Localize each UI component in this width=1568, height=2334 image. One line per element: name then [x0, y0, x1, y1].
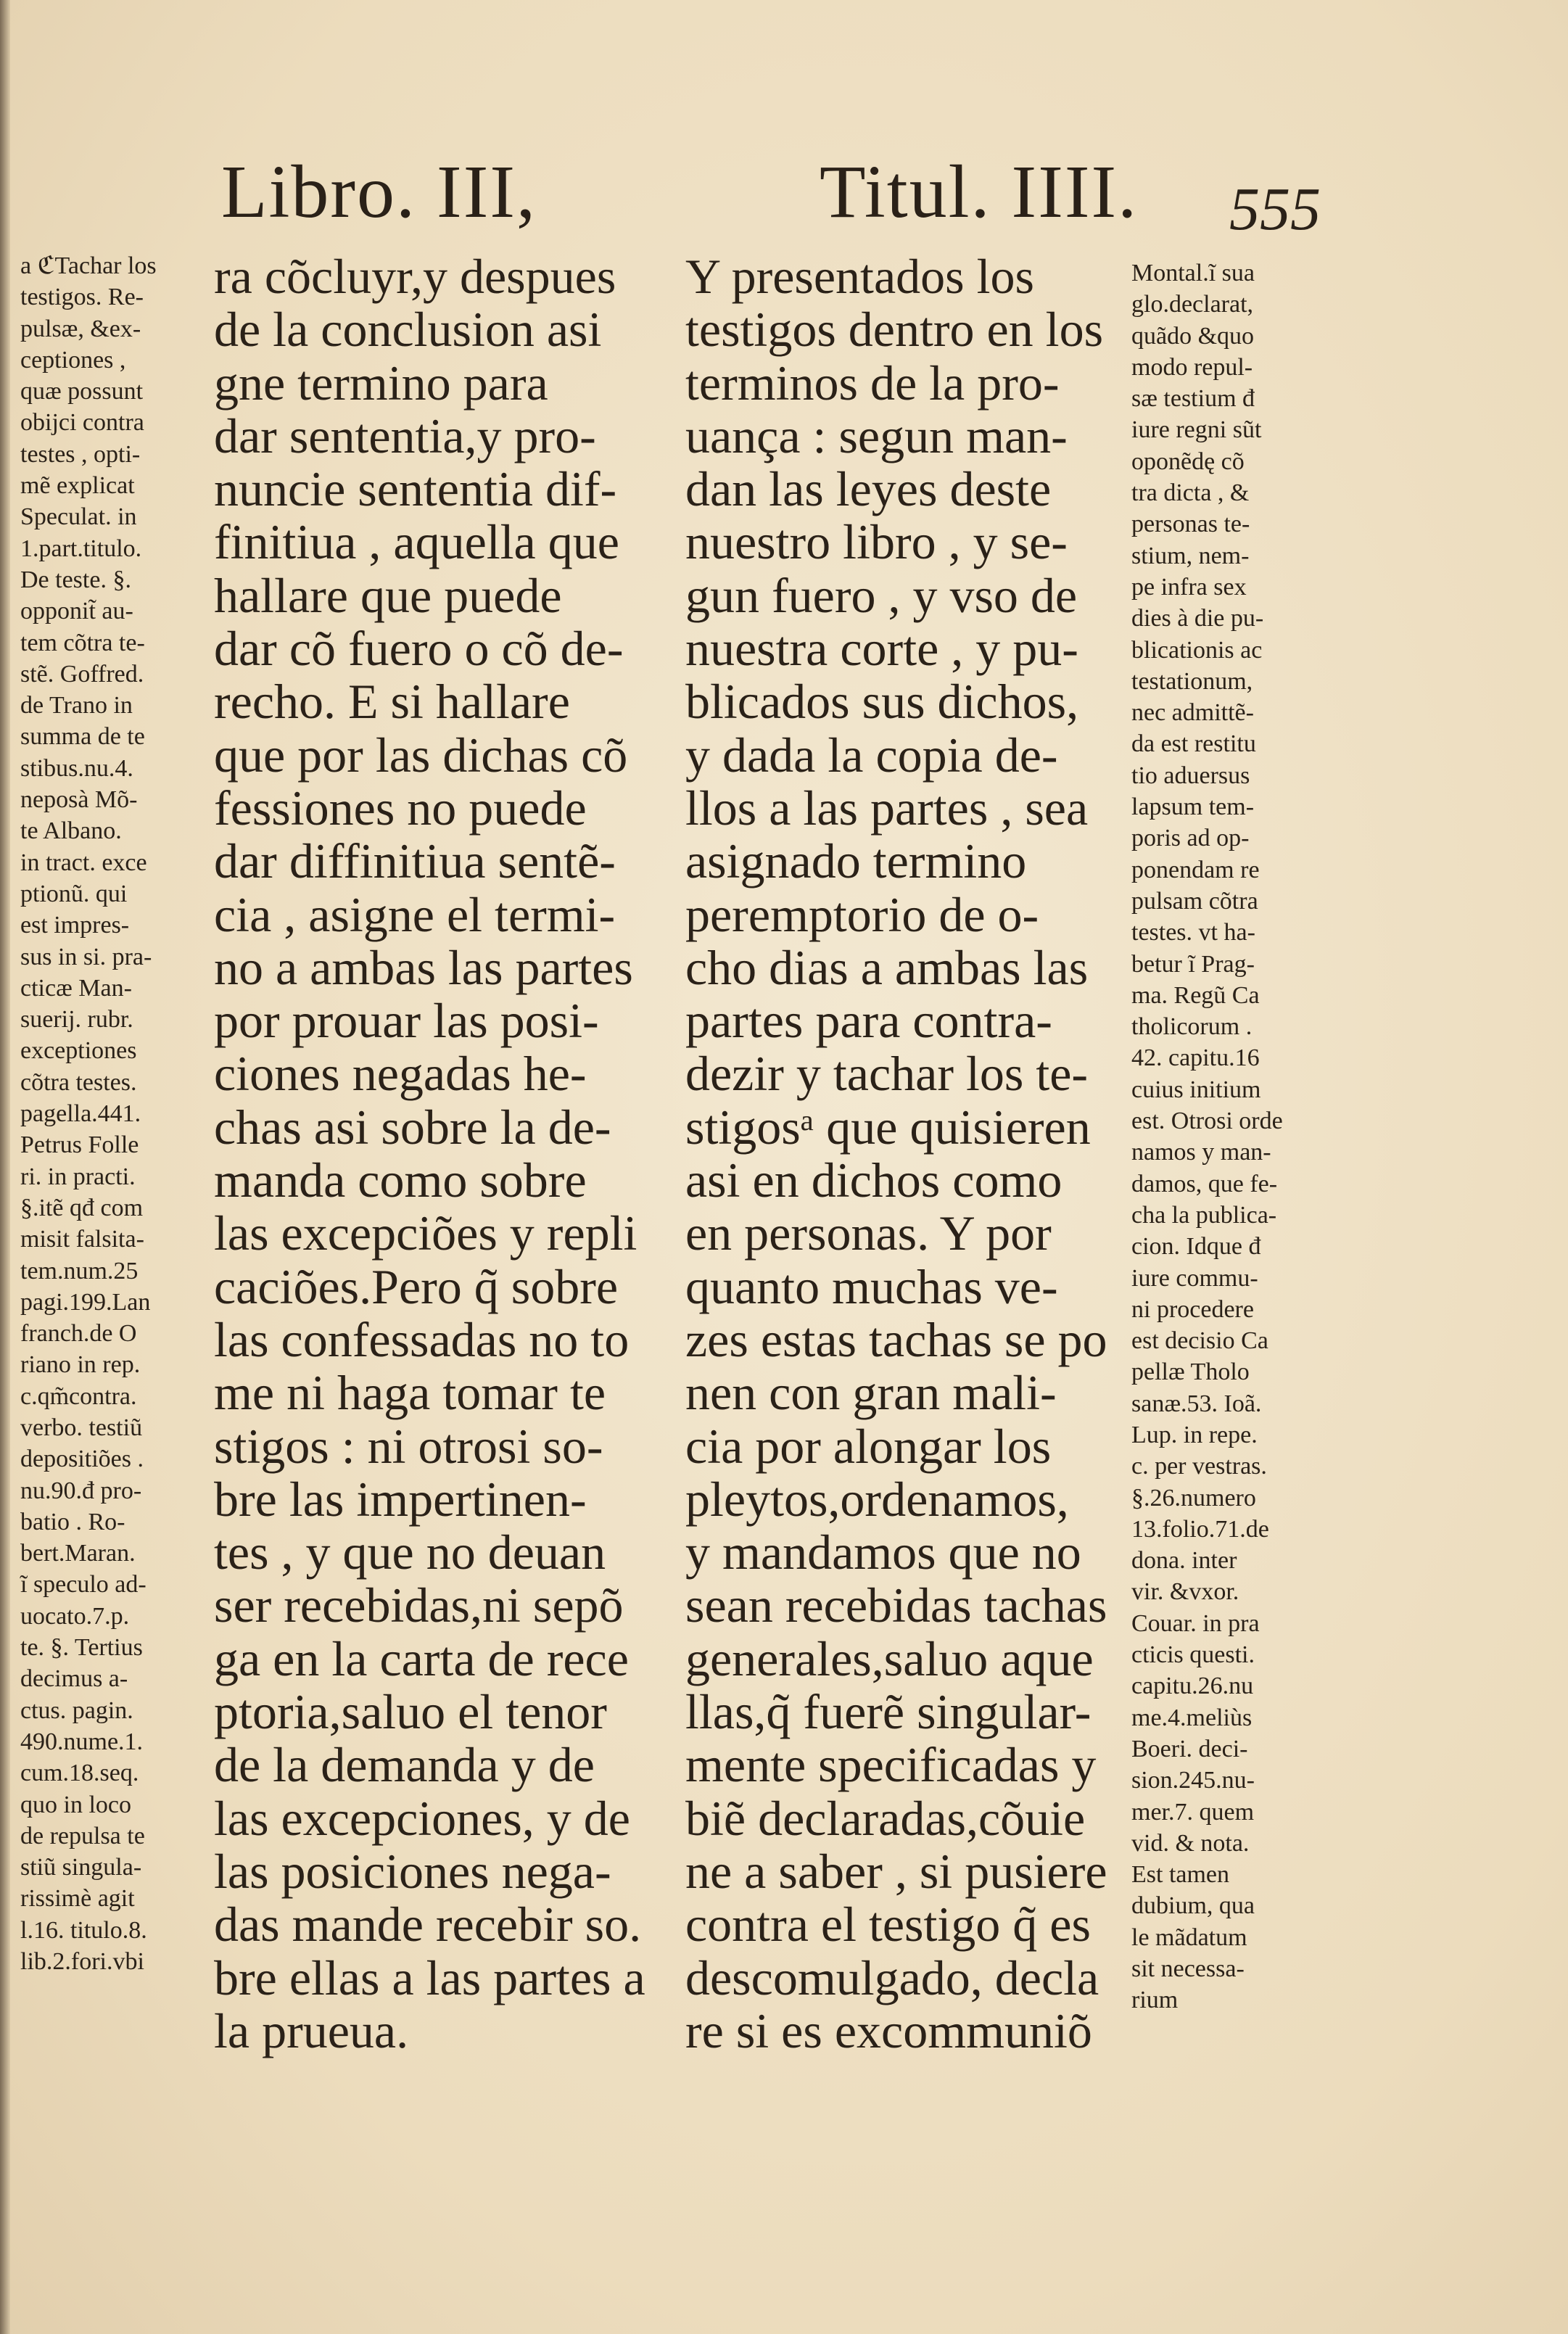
- margin-note-line: opponit̃ au-: [20, 598, 133, 625]
- margin-note-line: Est tamen: [1131, 1861, 1230, 1889]
- text-line: la prueua.: [214, 2003, 409, 2058]
- text-line: biẽ declaradas,cõuie: [685, 1790, 1086, 1846]
- margin-note-line: dies à die pu-: [1131, 605, 1264, 632]
- margin-note-line: ĩ speculo ad-: [20, 1571, 147, 1599]
- margin-note-line: glo.declarat,: [1131, 291, 1254, 318]
- margin-note-line: 1.part.titulo.: [20, 535, 142, 562]
- text-line: no a ambas las partes: [214, 939, 633, 995]
- margin-note-line: nu.90.đ pro-: [20, 1477, 142, 1504]
- margin-note-line: franch.de O: [20, 1320, 137, 1348]
- margin-note-line: cion. Idque đ: [1131, 1233, 1261, 1261]
- margin-note-line: batio . Ro-: [20, 1508, 125, 1535]
- margin-note-line: De teste. §.: [20, 566, 131, 593]
- margin-note-line: capitu.26.nu: [1131, 1673, 1254, 1700]
- margin-note-line: betur ĩ Prag-: [1131, 950, 1255, 978]
- margin-note-line: pe infra sex: [1131, 573, 1247, 601]
- margin-note-line: lib.2.fori.vbi: [20, 1948, 144, 1976]
- margin-note-line: de repulsa te: [20, 1822, 145, 1850]
- text-line: cho dias a ambas las: [685, 939, 1089, 995]
- text-line: mente specificadas y: [685, 1737, 1097, 1793]
- margin-note-line: cõtra testes.: [20, 1068, 137, 1096]
- margin-note-line: tra dicta , &: [1131, 479, 1250, 507]
- margin-note-line: tem.num.25: [20, 1257, 139, 1284]
- margin-note-line: 42. capitu.16: [1131, 1044, 1260, 1072]
- margin-note-line: personas te-: [1131, 511, 1250, 538]
- margin-note-line: sanæ.53. Ioã.: [1131, 1390, 1262, 1417]
- text-line: de la demanda y de: [214, 1737, 595, 1793]
- text-line: contra el testigo q̃ es: [685, 1897, 1091, 1952]
- text-line: y mandamos que no: [685, 1525, 1081, 1580]
- text-line: asi en dichos como: [685, 1152, 1062, 1208]
- margin-note-line: ptionũ. qui: [20, 880, 128, 907]
- page-number: 555: [1229, 176, 1321, 243]
- text-line: bre las impertinen-: [214, 1471, 587, 1527]
- margin-note-line: pellæ Tholo: [1131, 1358, 1250, 1386]
- margin-note-line: 13.folio.71.de: [1131, 1515, 1269, 1543]
- margin-note-line: cum.18.seq.: [20, 1760, 139, 1787]
- text-line: ser recebidas,ni sepõ: [214, 1578, 624, 1633]
- margin-note-line: stẽ. Goffred.: [20, 660, 144, 688]
- margin-note-line: lapsum tem-: [1131, 793, 1255, 821]
- text-line: nen con gran mali-: [685, 1365, 1057, 1421]
- margin-note-line: stium, nem-: [1131, 542, 1250, 569]
- margin-note-line: rium: [1131, 1987, 1179, 2014]
- text-line: pleytos,ordenamos,: [685, 1471, 1069, 1527]
- text-line: las confessadas no to: [214, 1311, 630, 1367]
- margin-note-line: vid. & nota.: [1131, 1829, 1250, 1857]
- text-line: ga en la carta de rece: [214, 1630, 629, 1686]
- text-line: re si es excommuniõ: [685, 2003, 1092, 2058]
- text-line: descomulgado, decla: [685, 1950, 1099, 2005]
- margin-note-line: summa de te: [20, 723, 145, 751]
- text-line: las excepciões y repli: [214, 1205, 637, 1261]
- margin-note-line: tio aduersus: [1131, 762, 1250, 789]
- text-line: nuestra corte , y pu-: [685, 621, 1078, 677]
- text-line: fessiones no puede: [214, 780, 587, 836]
- margin-note-line: cuius initium: [1131, 1076, 1261, 1103]
- margin-note-line: ceptiones ,: [20, 346, 126, 374]
- text-line: en personas. Y por: [685, 1205, 1052, 1261]
- margin-note-line: rissimè agit: [20, 1885, 135, 1913]
- margin-note-line: dona. inter: [1131, 1547, 1237, 1575]
- text-line: de la conclusion asi: [214, 302, 602, 358]
- text-line: que por las dichas cõ: [214, 727, 628, 783]
- margin-note-line: sit necessa-: [1131, 1955, 1245, 1983]
- margin-note-line: a ℭTachar los: [20, 252, 157, 279]
- margin-note-line: mer.7. quem: [1131, 1798, 1255, 1826]
- margin-note-line: tem cõtra te-: [20, 629, 145, 656]
- margin-note-line: pulsæ, &ex-: [20, 315, 141, 342]
- text-line: sean recebidas tachas: [685, 1578, 1107, 1633]
- text-line: asignado termino: [685, 833, 1027, 889]
- margin-note-line: suerij. rubr.: [20, 1006, 133, 1034]
- margin-note-line: Petrus Folle: [20, 1131, 139, 1159]
- left-margin-notes: [20, 250, 216, 1977]
- text-line: nuestro libro , y se-: [685, 514, 1068, 570]
- text-line: las excepciones, y de: [214, 1790, 630, 1846]
- right-margin-notes: [1131, 257, 1313, 2016]
- margin-note-line: ponendam re: [1131, 856, 1260, 883]
- margin-note-line: in tract. exce: [20, 849, 147, 876]
- margin-note-line: iure commu-: [1131, 1264, 1258, 1292]
- text-line: das mande recebir so.: [214, 1897, 642, 1952]
- margin-note-line: sæ testium đ: [1131, 385, 1255, 413]
- margin-note-line: ri. in practi.: [20, 1163, 136, 1190]
- margin-note-line: namos y man-: [1131, 1139, 1271, 1166]
- text-line: las posiciones nega-: [214, 1843, 611, 1899]
- margin-note-line: est decisio Ca: [1131, 1327, 1268, 1355]
- margin-note-line: c.qm̃contra.: [20, 1382, 137, 1410]
- margin-note-line: testationum,: [1131, 667, 1253, 695]
- margin-note-line: de Trano in: [20, 692, 133, 719]
- margin-note-line: decimus a-: [20, 1665, 128, 1693]
- margin-note-line: cha la publica-: [1131, 1201, 1277, 1229]
- margin-note-line: testes , opti-: [20, 440, 141, 468]
- margin-note-line: pagi.199.Lan: [20, 1288, 151, 1316]
- margin-note-line: est impres-: [20, 912, 130, 939]
- text-line: cia por alongar los: [685, 1418, 1052, 1474]
- margin-note-line: mẽ explicat: [20, 472, 135, 500]
- margin-note-line: ni procedere: [1131, 1295, 1254, 1323]
- text-line: dar diffinitiua sentẽ-: [214, 833, 616, 889]
- text-line: cia , asigne el termi-: [214, 886, 616, 942]
- text-line: quanto muchas ve-: [685, 1258, 1058, 1314]
- text-line: uança : segun man-: [685, 408, 1068, 463]
- margin-note-line: me.4.meliùs: [1131, 1704, 1253, 1731]
- text-line: recho. E si hallare: [214, 674, 570, 730]
- margin-note-line: Boeri. deci-: [1131, 1735, 1248, 1762]
- margin-note-line: Lup. in repe.: [1131, 1421, 1258, 1448]
- main-text-left-column: [214, 249, 645, 2058]
- text-line: dezir y tachar los te-: [685, 1046, 1089, 1102]
- margin-note-line: Montal.ĩ sua: [1131, 260, 1255, 286]
- margin-note-line: pulsam cõtra: [1131, 887, 1258, 915]
- text-line: terminos de la pro-: [685, 355, 1060, 411]
- margin-note-line: Speculat. in: [20, 503, 137, 531]
- margin-note-line: bert.Maran.: [20, 1540, 136, 1567]
- text-line: gne termino para: [214, 355, 548, 411]
- margin-note-line: tholicorum .: [1131, 1013, 1253, 1041]
- text-line: llos a las partes , sea: [685, 780, 1089, 836]
- margin-note-line: l.16. titulo.8.: [20, 1916, 147, 1944]
- text-line: stigosᵃ que quisieren: [685, 1099, 1091, 1155]
- margin-note-line: blicationis ac: [1131, 636, 1263, 664]
- main-text-right-column: [685, 249, 1107, 2058]
- margin-note-line: c. per vestras.: [1131, 1453, 1267, 1480]
- margin-note-line: oponẽdę cõ: [1131, 448, 1245, 475]
- text-line: Y presentados los: [685, 249, 1034, 304]
- text-line: ra cõcluyr,y despues: [214, 249, 616, 304]
- margin-note-line: est. Otrosi orde: [1131, 1108, 1283, 1135]
- margin-note-line: nec admittẽ-: [1131, 699, 1254, 727]
- text-line: llas,q̃ fuerẽ singular-: [685, 1684, 1092, 1740]
- margin-note-line: verbo. testiũ: [20, 1414, 143, 1441]
- margin-note-line: vir. &vxor.: [1131, 1578, 1239, 1606]
- margin-note-line: riano in rep.: [20, 1351, 141, 1379]
- margin-note-line: te. §. Tertius: [20, 1634, 143, 1662]
- text-line: nuncie sententia dif-: [214, 461, 617, 517]
- text-line: peremptorio de o-: [685, 886, 1039, 942]
- margin-note-line: §.itẽ qđ com: [20, 1194, 144, 1221]
- text-line: generales,saluo aque: [685, 1630, 1094, 1686]
- text-line: testigos dentro en los: [685, 302, 1104, 358]
- text-line: ne a saber , si pusiere: [685, 1843, 1107, 1899]
- margin-note-line: dubium, qua: [1131, 1892, 1255, 1920]
- text-line: zes estas tachas se po: [685, 1311, 1107, 1367]
- margin-note-line: modo repul-: [1131, 353, 1253, 381]
- text-line: stigos : ni otrosi so-: [214, 1418, 603, 1474]
- margin-note-line: le mãdatum: [1131, 1923, 1247, 1951]
- margin-note-line: quæ possunt: [20, 378, 144, 405]
- margin-note-line: neposà Mõ-: [20, 786, 138, 814]
- text-line: bre ellas a las partes a: [214, 1950, 645, 2005]
- margin-note-line: iure regni sũt: [1131, 416, 1262, 444]
- running-header-book: Libro. III,: [221, 150, 537, 234]
- margin-note-line: testes. vt ha-: [1131, 919, 1255, 947]
- text-line: gun fuero , y vso de: [685, 567, 1078, 623]
- text-line: caciões.Pero q̃ sobre: [214, 1258, 619, 1314]
- margin-note-line: Couar. in pra: [1131, 1609, 1260, 1637]
- text-line: tes , y que no deuan: [214, 1525, 606, 1580]
- text-line: blicados sus dichos,: [685, 674, 1079, 730]
- margin-note-line: obijci contra: [20, 409, 144, 437]
- margin-note-line: quo in loco: [20, 1791, 131, 1818]
- text-line: ptoria,saluo el tenor: [214, 1684, 607, 1740]
- text-line: chas asi sobre la de-: [214, 1099, 611, 1155]
- page-binding-edge: [0, 0, 10, 2334]
- text-line: por prouar las posi-: [214, 993, 599, 1049]
- margin-note-line: misit falsita-: [20, 1226, 144, 1253]
- margin-note-line: sion.245.nu-: [1131, 1767, 1255, 1794]
- margin-note-line: uocato.7.p.: [20, 1602, 130, 1630]
- text-line: manda como sobre: [214, 1152, 587, 1208]
- text-line: partes para contra-: [685, 993, 1052, 1049]
- margin-note-line: da est restitu: [1131, 730, 1256, 758]
- text-line: dar sententia,y pro-: [214, 408, 596, 463]
- margin-note-line: stiũ singula-: [20, 1854, 142, 1881]
- margin-note-line: cticis questi.: [1131, 1641, 1255, 1669]
- margin-note-line: depositiões .: [20, 1446, 144, 1473]
- text-line: ciones negadas he-: [214, 1046, 587, 1102]
- running-header-title: Titul. IIII.: [820, 150, 1139, 234]
- margin-note-line: ma. Regũ Ca: [1131, 981, 1260, 1009]
- margin-note-line: 490.nume.1.: [20, 1728, 144, 1755]
- margin-note-line: cticæ Man-: [20, 974, 132, 1002]
- margin-note-line: pagella.441.: [20, 1100, 141, 1128]
- text-line: y dada la copia de-: [685, 727, 1058, 783]
- margin-note-line: stibus.nu.4.: [20, 754, 133, 782]
- margin-note-line: testigos. Re-: [20, 284, 144, 311]
- text-line: me ni haga tomar te: [214, 1365, 606, 1421]
- margin-note-line: ctus. pagin.: [20, 1696, 133, 1724]
- margin-note-line: sus in si. pra-: [20, 943, 152, 970]
- margin-note-line: damos, que fe-: [1131, 1170, 1278, 1197]
- text-line: hallare que puede: [214, 567, 562, 623]
- text-line: dan las leyes deste: [685, 461, 1052, 517]
- margin-note-line: poris ad op-: [1131, 825, 1250, 852]
- margin-note-line: te Albano.: [20, 817, 122, 845]
- margin-note-line: exceptiones: [20, 1037, 137, 1065]
- margin-note-line: quãdo &quo: [1131, 322, 1255, 350]
- margin-note-line: §.26.numero: [1131, 1484, 1256, 1512]
- text-line: dar cõ fuero o cõ de-: [214, 621, 624, 677]
- text-line: finitiua , aquella que: [214, 514, 619, 570]
